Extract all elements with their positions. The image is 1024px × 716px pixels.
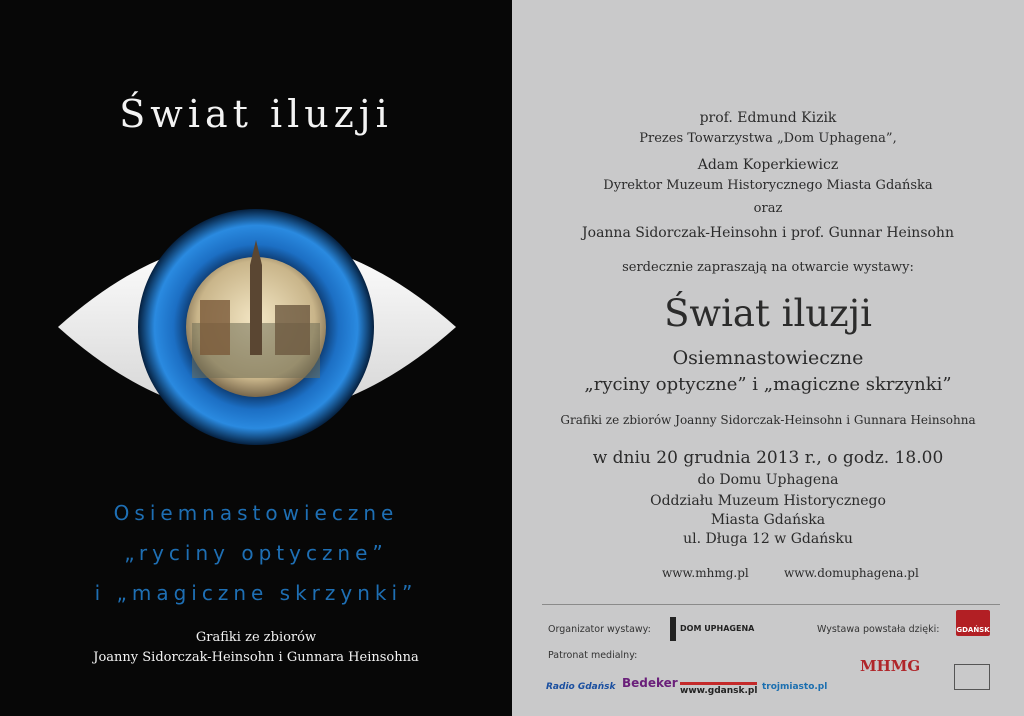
right-panel: [512, 0, 1024, 716]
venue-line3: Miasta Gdańska: [710, 512, 826, 528]
right-subtitle2: „ryciny optyczne” i „magiczne skrzynki”: [584, 374, 952, 395]
patronage-label: Patronat medialny:: [548, 650, 638, 661]
eye-illustration: [0, 205, 512, 465]
event-date: w dniu 20 grudnia 2013 r., o godz. 18.00: [592, 448, 944, 468]
address: ul. Długa 12 w Gdańsku: [683, 531, 853, 547]
trojmiasto-logo: trojmiasto.pl: [762, 682, 828, 692]
gdansk-logo: GDAŃSK: [956, 610, 990, 636]
host1-name: prof. Edmund Kizik: [699, 110, 837, 126]
left-collection-line1: Grafiki ze zbiorów: [195, 630, 317, 645]
gdansk-pl-logo: www.gdansk.pl: [680, 682, 757, 696]
and-text: oraz: [753, 201, 783, 216]
dom-uphagena-small-logo: [954, 664, 990, 690]
organizer-label: Organizator wystawy:: [548, 624, 651, 635]
left-subtitle-line1: Osiemnastowieczne: [113, 501, 399, 525]
dom-uphagena-logo: DOM UPHAGENA: [670, 617, 755, 641]
host1-role: Prezes Towarzystwa „Dom Uphagena”,: [639, 131, 897, 146]
host3: Joanna Sidorczak-Heinsohn i prof. Gunnar Heinsohn: [582, 225, 954, 241]
mhmg-logo: MHMG: [860, 657, 921, 675]
support-label: Wystawa powstała dzięki:: [817, 624, 940, 635]
link-mhmg[interactable]: www.mhmg.pl: [662, 566, 749, 580]
host2-role: Dyrektor Muzeum Historycznego Miasta Gdańska: [603, 178, 933, 193]
host2-name: Adam Koperkiewicz: [697, 157, 839, 173]
right-collection: Grafiki ze zbiorów Joanny Sidorczak-Heinsohn i Gunnara Heinsohna: [560, 413, 976, 427]
radio-gdansk-logo: Radio Gdańsk: [546, 682, 616, 692]
divider: [542, 604, 1000, 605]
left-subtitle-line2: „ryciny optyczne”: [124, 541, 388, 565]
link-domuphagena[interactable]: www.domuphagena.pl: [784, 566, 919, 580]
left-collection-line2: Joanny Sidorczak-Heinsohn i Gunnara Heinsohna: [93, 650, 419, 665]
bedeker-logo: Bedeker: [622, 676, 678, 690]
left-title: Świat iluzji: [119, 92, 393, 136]
right-title: Świat iluzji: [664, 292, 872, 335]
venue-line2: Oddziału Muzeum Historycznego: [650, 493, 886, 509]
venue-line1: do Domu Uphagena: [697, 472, 839, 488]
right-subtitle1: Osiemnastowieczne: [672, 347, 864, 369]
invite-text: serdecznie zapraszają na otwarcie wystawy:: [622, 260, 914, 275]
left-subtitle-line3: i „magiczne skrzynki”: [94, 581, 418, 605]
